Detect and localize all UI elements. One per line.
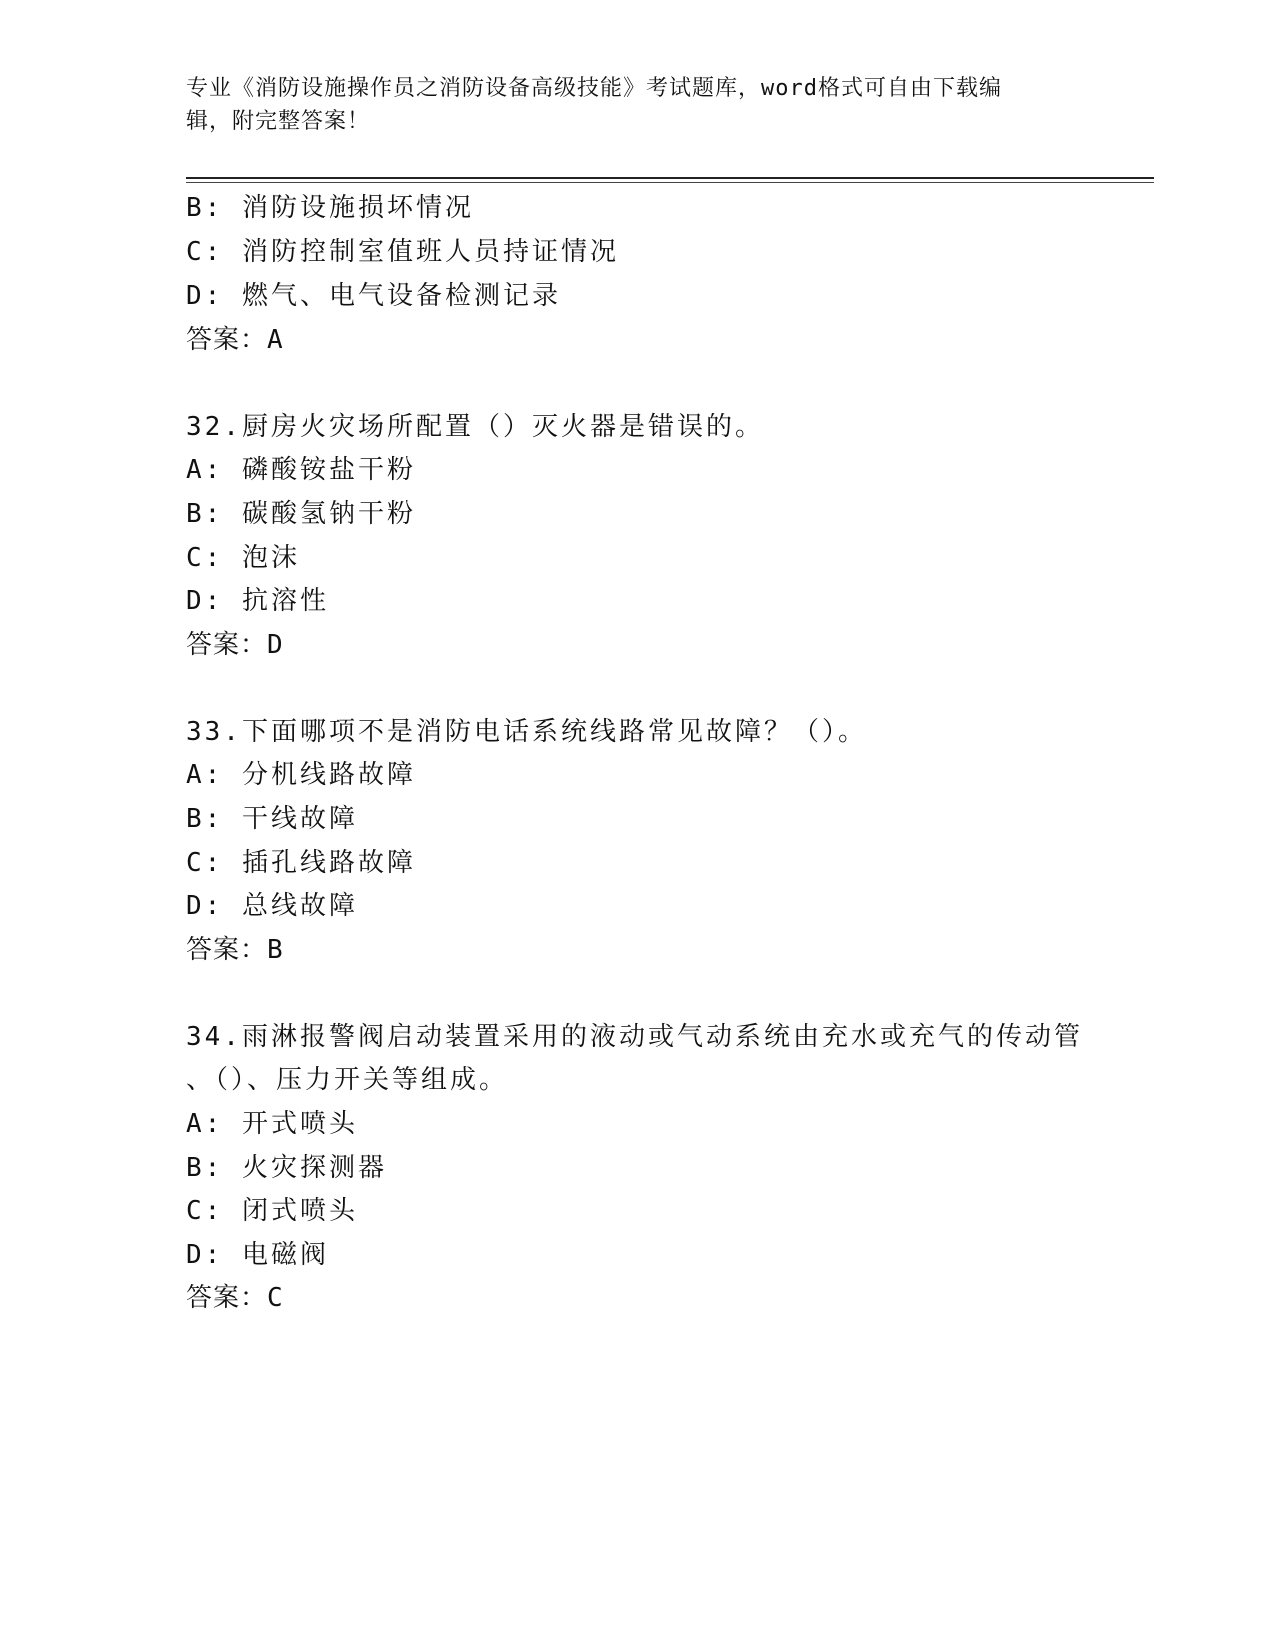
answer-label: 答案：: [186, 325, 268, 355]
q33-option-a: A: 分机线路故障: [186, 760, 416, 790]
q34-question-line-1: 34.雨淋报警阀启动装置采用的液动或气动系统由充水或充气的传动管: [186, 1022, 1083, 1052]
header-divider-thick: [186, 177, 1154, 179]
q33-option-d: D: 总线故障: [186, 891, 358, 921]
answer-label: 答案：: [186, 630, 268, 660]
q31-option-c: C: 消防控制室值班人员持证情况: [186, 237, 619, 267]
q33-answer: [186, 933, 284, 967]
answer-value: C: [267, 1283, 284, 1313]
q32-option-c: C: 泡沫: [186, 543, 300, 573]
q34-question-line-2: 、（）、压力开关等组成。: [186, 1065, 509, 1095]
q33-question: 33.下面哪项不是消防电话系统线路常见故障？（）。: [186, 717, 867, 747]
q31-option-b: B: 消防设施损坏情况: [186, 193, 474, 223]
q32-option-d: D: 抗溶性: [186, 586, 329, 616]
q34-option-c: C: 闭式喷头: [186, 1196, 358, 1226]
q32-answer: [186, 628, 284, 662]
q33-option-c: C: 插孔线路故障: [186, 848, 416, 878]
q33-option-b: B: 干线故障: [186, 804, 358, 834]
q32-question: 32.厨房火灾场所配置（）灭火器是错误的。: [186, 412, 764, 442]
q34-option-b: B: 火灾探测器: [186, 1153, 387, 1183]
q31-answer: [186, 323, 284, 357]
document-header: [186, 72, 1066, 138]
answer-label: 答案：: [186, 935, 268, 965]
header-divider-thin: [186, 182, 1154, 183]
answer-value: D: [267, 630, 284, 660]
answer-value: A: [267, 325, 284, 355]
q31-option-d: D: 燃气、电气设备检测记录: [186, 281, 561, 311]
q34-answer: [186, 1281, 284, 1315]
answer-value: B: [267, 935, 284, 965]
header-line-1: 专业《消防设施操作员之消防设备高级技能》考试题库，word格式可自由下载编: [186, 76, 1002, 101]
q32-option-b: B: 碳酸氢钠干粉: [186, 499, 416, 529]
header-line-2: 辑，附完整答案！: [186, 109, 371, 134]
q34-option-a: A: 开式喷头: [186, 1109, 358, 1139]
q34-option-d: D: 电磁阀: [186, 1240, 329, 1270]
q32-option-a: A: 磷酸铵盐干粉: [186, 455, 416, 485]
answer-label: 答案：: [186, 1283, 268, 1313]
